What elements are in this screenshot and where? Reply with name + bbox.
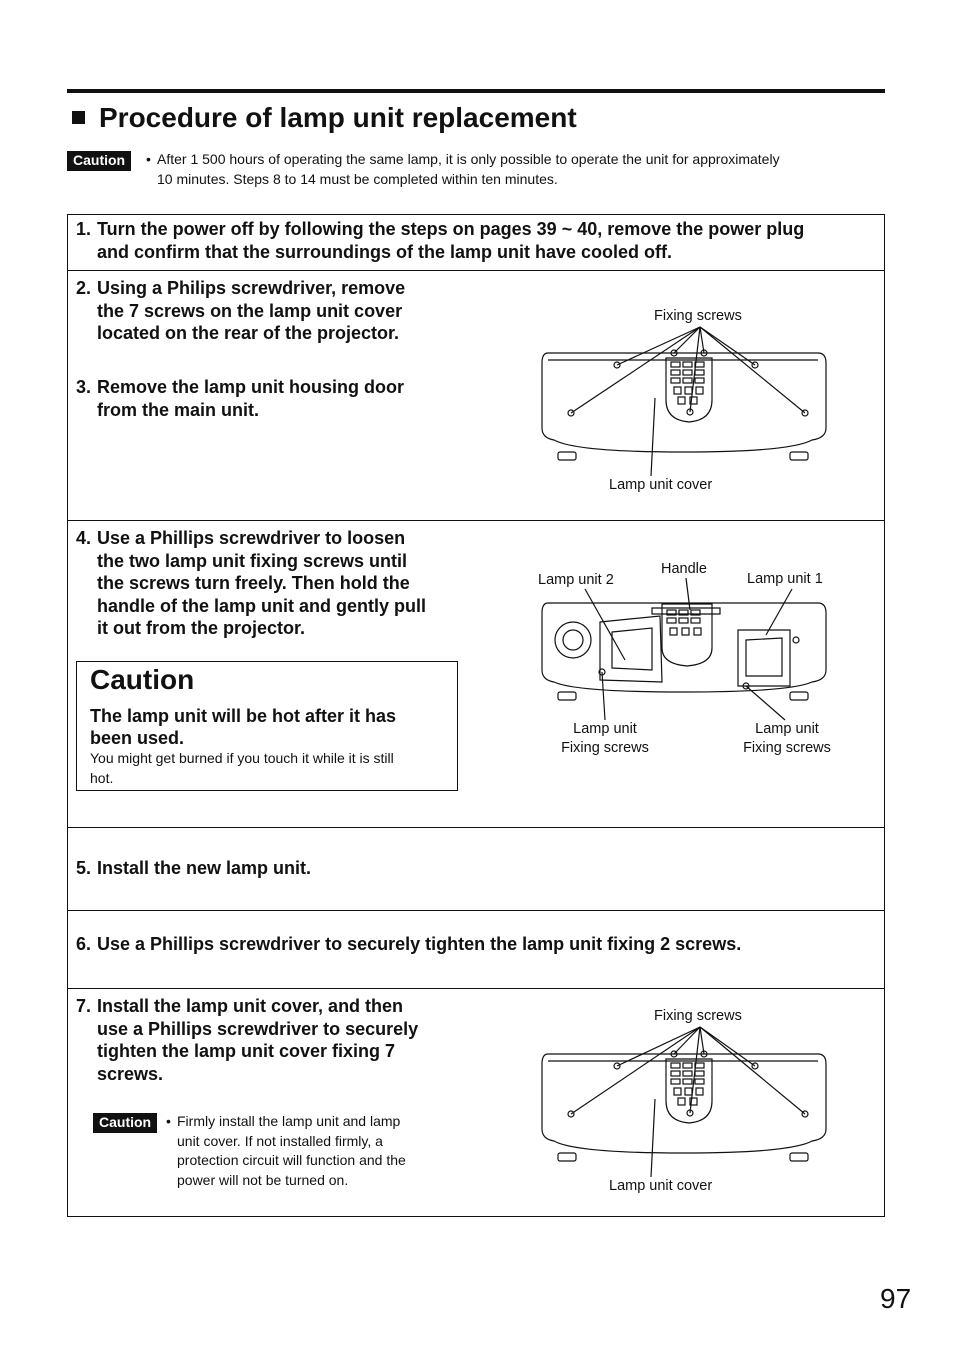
- left-fixing-screws-label: Lamp unit Fixing screws: [561, 721, 649, 756]
- step-4: 4. Use a Phillips screwdriver to loosen the two lamp unit fixing screws until the screws turn freely. Then hold the handle of the lamp unit and gently pull it out from the projector.: [76, 528, 427, 638]
- step-7: 7. Install the lamp unit cover, and then use a Phillips screwdriver to securely tighten the lamp unit cover fixing 7 screws.: [76, 996, 419, 1084]
- fixing-screws-label-2: Fixing screws: [654, 1008, 742, 1024]
- caution-box-title: Caution: [90, 664, 195, 695]
- step-5: 5. Install the new lamp unit.: [76, 858, 312, 878]
- caution-badge: Caution: [67, 151, 131, 171]
- caution-box-body: You might get burned if you touch it while it is still hot.: [90, 750, 394, 786]
- lamp-unit-cover-label-2: Lamp unit cover: [609, 1178, 713, 1194]
- fixing-screws-label: Fixing screws: [654, 308, 742, 324]
- right-fixing-screws-label: Lamp unit Fixing screws: [743, 721, 831, 756]
- lamp-unit-2-label: Lamp unit 2: [538, 572, 614, 588]
- step-2: 2. Using a Philips screwdriver, remove the 7 screws on the lamp unit cover located on the rear of the projector.: [76, 278, 406, 343]
- caution-box-heading: The lamp unit will be hot after it has been used.: [90, 706, 397, 748]
- handle-label: Handle: [661, 561, 707, 577]
- page-title: Procedure of lamp unit replacement: [72, 102, 577, 134]
- top-caution-note: • After 1 500 hours of operating the same lamp, it is only possible to operate the unit for approximately 10 minutes. Steps 8 to 14 must be completed within ten minutes.: [146, 151, 780, 187]
- step-1: 1. Turn the power off by following the steps on pages 39 ~ 40, remove the power plug and confirm that the surroundings of the lamp unit have cooled off.: [76, 219, 805, 262]
- step7-caution-note: • Firmly install the lamp unit and lamp unit cover. If not installed firmly, a protection circuit will function and the power will not be turned on.: [166, 1113, 406, 1188]
- step7-caution-badge: Caution: [93, 1113, 157, 1133]
- lamp-unit-cover-label: Lamp unit cover: [609, 477, 713, 493]
- step-6: 6. Use a Phillips screwdriver to securely tighten the lamp unit fixing 2 screws.: [76, 934, 742, 954]
- lamp-unit-1-label: Lamp unit 1: [747, 571, 823, 587]
- page-number: 97: [880, 1283, 912, 1314]
- step-3: 3. Remove the lamp unit housing door from the main unit.: [76, 377, 405, 420]
